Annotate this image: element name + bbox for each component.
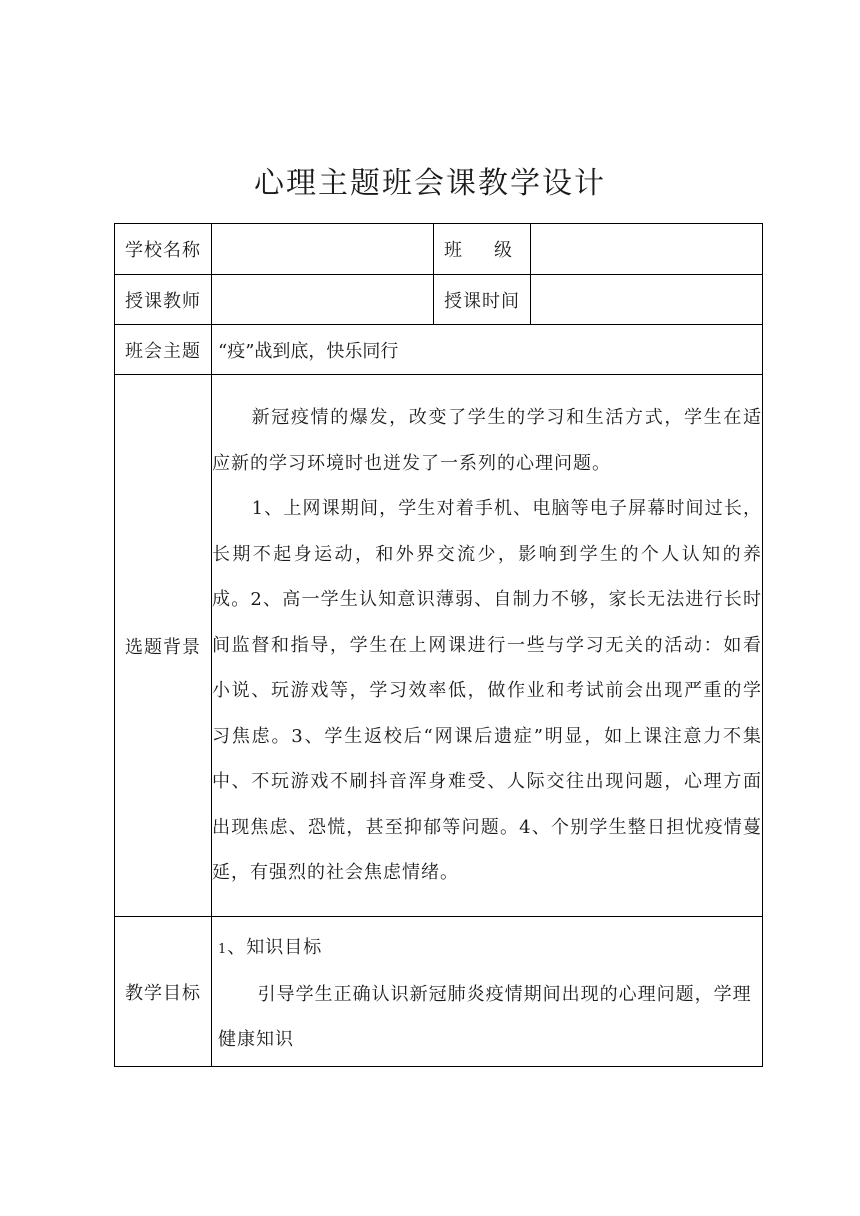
teacher-label: 授课教师 <box>115 275 212 325</box>
goals-label: 教学目标 <box>115 917 212 1067</box>
class-label-char-2: 级 <box>494 240 512 261</box>
goals-text: 引导学生正确认识新冠肺炎疫情期间出现的心理问题，学理健康知识 <box>218 984 752 1050</box>
page-title: 心理主题班会课教学设计 <box>254 166 606 201</box>
time-label: 授课时间 <box>434 275 531 325</box>
row-school-class <box>115 224 763 275</box>
goals-heading-text: 、知识目标 <box>227 937 323 958</box>
goals-heading-number: 1 <box>218 942 228 957</box>
row-background <box>115 375 763 917</box>
background-content <box>212 375 763 917</box>
lesson-design-table <box>114 223 763 1067</box>
class-value[interactable] <box>531 224 763 275</box>
time-value[interactable] <box>531 275 763 325</box>
theme-value: “疫”战到底，快乐同行 <box>212 325 763 375</box>
row-theme <box>115 325 763 375</box>
background-paragraph-1: 新冠疫情的爆发，改变了学生的学习和生活方式，学生在适应新的学习环境时也迸发了一系列的心理问题。 <box>212 407 762 474</box>
row-teacher-time <box>115 275 763 325</box>
teacher-value[interactable] <box>212 275 434 325</box>
goals-content <box>212 917 763 1067</box>
theme-label: 班会主题 <box>115 325 212 375</box>
background-paragraph-2: 1、上网课期间，学生对着手机、电脑等电子屏幕时间过长，长期不起身运动，和外界交流少，影响到学生的个人认知的养成。2、高一学生认知意识薄弱、自制力不够，家长无法进行长时间监督和指导，学生在上网课进行一些与学习无关的活动：如看小说、玩游戏等，学习效率低，做作业和考试前会出现严重的学习焦虑。3、学生返校后“网课后遗症”明显，如上课注意力不集中、不玩游戏不刷抖音浑身难受、人际交往出现问题，心理方面出现焦虑、恐慌，甚至抑郁等问题。4、个别学生整日担忧疫情蔓延，有强烈的社会焦虑情绪。 <box>212 498 762 884</box>
row-goals <box>115 917 763 1067</box>
background-label: 选题背景 <box>115 375 212 917</box>
class-label <box>434 224 531 275</box>
school-name-label: 学校名称 <box>115 224 212 275</box>
school-name-value[interactable] <box>212 224 434 275</box>
goals-heading <box>218 925 756 972</box>
class-label-char-1: 班 <box>444 240 462 261</box>
